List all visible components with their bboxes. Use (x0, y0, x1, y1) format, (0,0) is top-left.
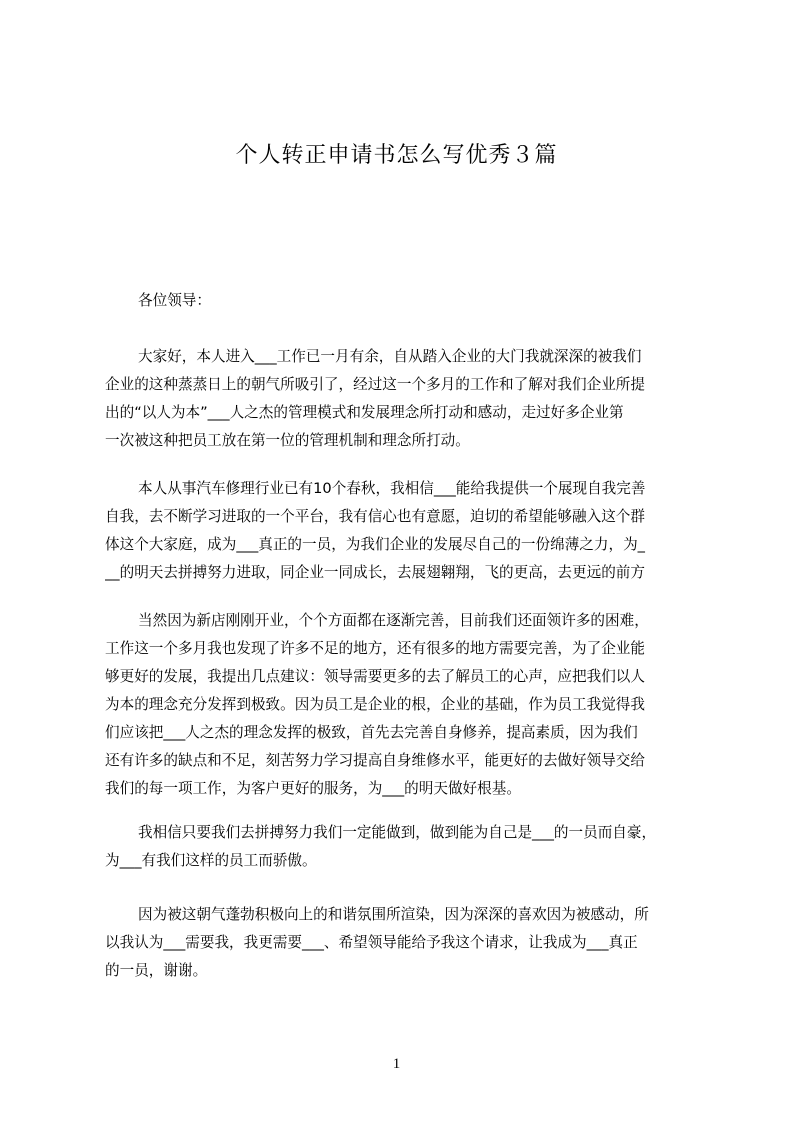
paragraph-line: 工作这一个多月我也发现了许多不足的地方，还有很多的地方需要完善，为了企业能 (105, 640, 645, 657)
salutation (105, 287, 701, 315)
paragraph-line: 当然因为新店刚刚开业，个个方面都在逐渐完善，目前我们还面领许多的困难， (138, 612, 649, 629)
salutation-text: 各位领导： (138, 292, 211, 309)
paragraph-line: 一次被这种把员工放在第一位的管理机制和理念所打动。 (105, 432, 470, 449)
paragraph-line: 以我认为___需要我，我更需要___、希望领导能给予我这个请求，让我成为___真正 (105, 934, 638, 951)
paragraph-line: 因为被这朝气蓬勃积极向上的和谐氛围所渲染，因为深深的喜欢因为被感动，所 (138, 906, 649, 923)
paragraph-1 (105, 343, 701, 455)
document-title: 个人转正申请书怎么写优秀３篇 (235, 143, 558, 168)
paragraph-line: __的明天去拼搏努力进取，同企业一同成长，去展翅翱翔，飞的更高，去更远的前方 (105, 564, 645, 581)
paragraph-4 (105, 819, 701, 875)
paragraph-line: 企业的这种蒸蒸日上的朝气所吸引了，经过这一个多月的工作和了解对我们企业所提 (105, 376, 645, 393)
paragraph-line: 出的“以人为本”___人之杰的管理模式和发展理念所打动和感动，走过好多企业第 (105, 404, 624, 421)
paragraph-2 (105, 475, 701, 587)
paragraph-line: 体这个大家庭，成为___真正的一员，为我们企业的发展尽自己的一份绵薄之力，为_ (105, 536, 645, 553)
paragraph-line: 为本的理念充分发挥到极致。因为员工是企业的根，企业的基础，作为员工我觉得我 (105, 696, 645, 713)
paragraph-line: 们应该把___人之杰的理念发挥的极致，首先去完善自身修养，提高素质，因为我们 (105, 724, 638, 741)
paragraph-line: 够更好的发展，我提出几点建议：领导需要更多的去了解员工的心声，应把我们以人 (105, 668, 645, 685)
paragraph-line: 自我，去不断学习进取的一个平台，我有信心也有意愿，迫切的希望能够融入这个群 (105, 508, 645, 525)
paragraph-line: 大家好，本人进入___工作已一月有余，自从踏入企业的大门我就深深的被我们 (138, 348, 642, 365)
paragraph-line: 本人从事汽车修理行业已有10个春秋，我相信___能给我提供一个展现自我完善 (138, 480, 646, 497)
paragraph-5 (105, 901, 701, 985)
paragraph-line: 我相信只要我们去拼搏努力我们一定能做到，做到能为自己是___的一员而自豪， (138, 824, 657, 841)
paragraph-line: 还有许多的缺点和不足，刻苦努力学习提高自身维修水平，能更好的去做好领导交给 (105, 752, 645, 769)
paragraph-line: 我们的每一项工作，为客户更好的服务，为___的明天做好根基。 (105, 780, 521, 797)
page-number: 1 (392, 1056, 401, 1072)
paragraph-line: 为___有我们这样的员工而骄傲。 (105, 852, 317, 869)
paragraph-3 (105, 607, 701, 803)
paragraph-line: 的一员，谢谢。 (105, 962, 208, 979)
